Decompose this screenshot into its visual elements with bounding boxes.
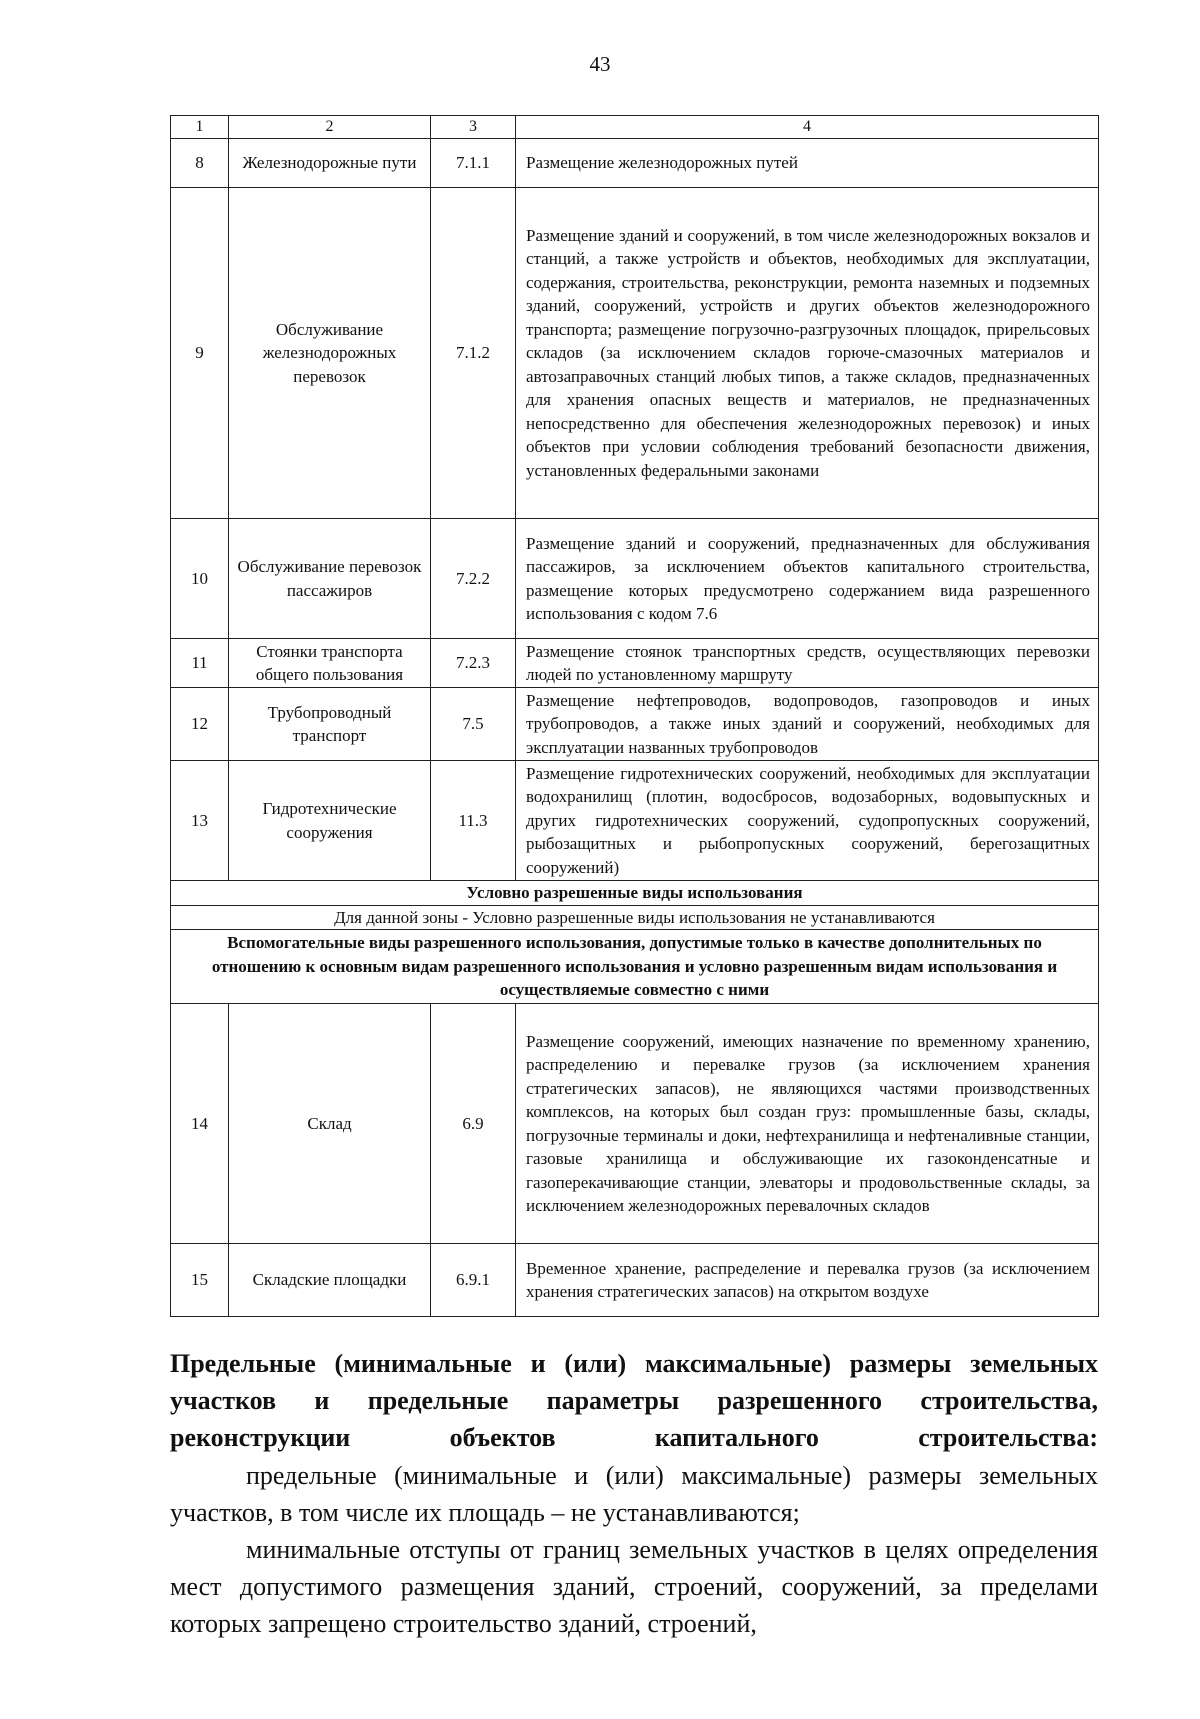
row-number: 11 [171,639,229,688]
column-header: 2 [229,116,431,139]
table-row [171,519,1099,639]
section-row [171,905,1099,930]
table-row [171,1004,1099,1244]
use-name: Склад [229,1004,431,1244]
use-description: Размещение стоянок транспортных средств, осуществляющих перевозки людей по установленному маршруту [516,639,1099,688]
column-header: 1 [171,116,229,139]
use-code: 7.1.2 [431,188,516,519]
use-code: 11.3 [431,761,516,881]
row-number: 14 [171,1004,229,1244]
use-name: Складские площадки [229,1244,431,1317]
conditional-uses-heading: Условно разрешенные виды использования [171,881,1099,906]
row-number: 15 [171,1244,229,1317]
use-description: Размещение зданий и сооружений, предназначенных для обслуживания пассажиров, за исключением объектов капитального строительства, размещение которых предусмотрено содержанием вида разрешенного использования с кодом 7.6 [516,519,1099,639]
table-row [171,1244,1099,1317]
table-row [171,761,1099,881]
row-number: 8 [171,139,229,188]
use-description: Размещение железнодорожных путей [516,139,1099,188]
row-number: 10 [171,519,229,639]
section-title: Предельные (минимальные и (или) максимальные) размеры земельных участков и предельные параметры разрешенного строительства, реконструкции объектов капитального строительства: [170,1349,1098,1452]
row-number: 9 [171,188,229,519]
use-code: 7.2.2 [431,519,516,639]
use-name: Обслуживание железнодорожных перевозок [229,188,431,519]
section-row [171,881,1099,906]
land-use-table [170,115,1099,1317]
column-header: 3 [431,116,516,139]
table-row [171,688,1099,761]
use-name: Обслуживание перевозок пассажиров [229,519,431,639]
use-code: 7.5 [431,688,516,761]
table-row [171,139,1099,188]
table-header-row [171,116,1099,139]
table-row [171,639,1099,688]
column-header: 4 [516,116,1099,139]
use-name: Железнодорожные пути [229,139,431,188]
paragraph: предельные (минимальные и (или) максимальные) размеры земельных участков, в том числе их площадь – не устанавливаются; [170,1461,1098,1527]
use-description: Размещение зданий и сооружений, в том числе железнодорожных вокзалов и станций, а также устройств и объектов, необходимых для эксплуатации, содержания, строительства, реконструкции, ремонта наземных и подземных зданий, сооружений, устройств и других объектов железнодорожного транспорта; размещение погрузочно-разгрузочных площадок, прирельсовых складов (за исключением складов горюче-смазочных материалов и автозаправочных станций любых типов, а также складов, предназначенных для хранения опасных веществ и материалов, не предназначенных непосредственно для обеспечения железнодорожных перевозок) и иных объектов при условии соблюдения требований безопасности движения, установленных федеральными законами [516,188,1099,519]
paragraph: минимальные отступы от границ земельных участков в целях определения мест допустимого размещения зданий, строений, сооружений, за пределами которых запрещено строительство зданий, строений, [170,1535,1098,1638]
use-description: Временное хранение, распределение и перевалка грузов (за исключением хранения стратегических запасов) на открытом воздухе [516,1244,1099,1317]
use-code: 6.9 [431,1004,516,1244]
page-number: 43 [589,52,611,76]
conditional-uses-note: Для данной зоны - Условно разрешенные виды использования не устанавливаются [171,905,1099,930]
row-number: 12 [171,688,229,761]
use-description: Размещение сооружений, имеющих назначение по временному хранению, распределению и перевалке грузов (за исключением хранения стратегических запасов), не являющихся частями производственных комплексов, на которых был создан груз: промышленные базы, склады, погрузочные терминалы и доки, нефтехранилища и нефтеналивные станции, газовые хранилища и обслуживающие их газоконденсатные и газоперекачивающие станции, элеваторы и продовольственные склады, за исключением железнодорожных перевалочных складов [516,1004,1099,1244]
use-name: Трубопроводный транспорт [229,688,431,761]
use-name: Гидротехнические сооружения [229,761,431,881]
use-description: Размещение гидротехнических сооружений, необходимых для эксплуатации водохранилищ (плотин, водосбросов, водозаборных, водовыпускных и других гидротехнических сооружений, судопропускных сооружений, рыбозащитных и рыбопропускных сооружений, берегозащитных сооружений) [516,761,1099,881]
use-description: Размещение нефтепроводов, водопроводов, газопроводов и иных трубопроводов, а также иных зданий и сооружений, необходимых для эксплуатации названных трубопроводов [516,688,1099,761]
row-number: 13 [171,761,229,881]
auxiliary-uses-heading: Вспомогательные виды разрешенного использования, допустимые только в качестве дополнительных по отношению к основным видам разрешенного использования и условно разрешенным видам использования и осуществляемые совместно с ними [171,930,1099,1004]
use-code: 7.2.3 [431,639,516,688]
section-row [171,930,1099,1004]
table-row [171,188,1099,519]
use-code: 7.1.1 [431,139,516,188]
use-code: 6.9.1 [431,1244,516,1317]
use-name: Стоянки транспорта общего пользования [229,639,431,688]
